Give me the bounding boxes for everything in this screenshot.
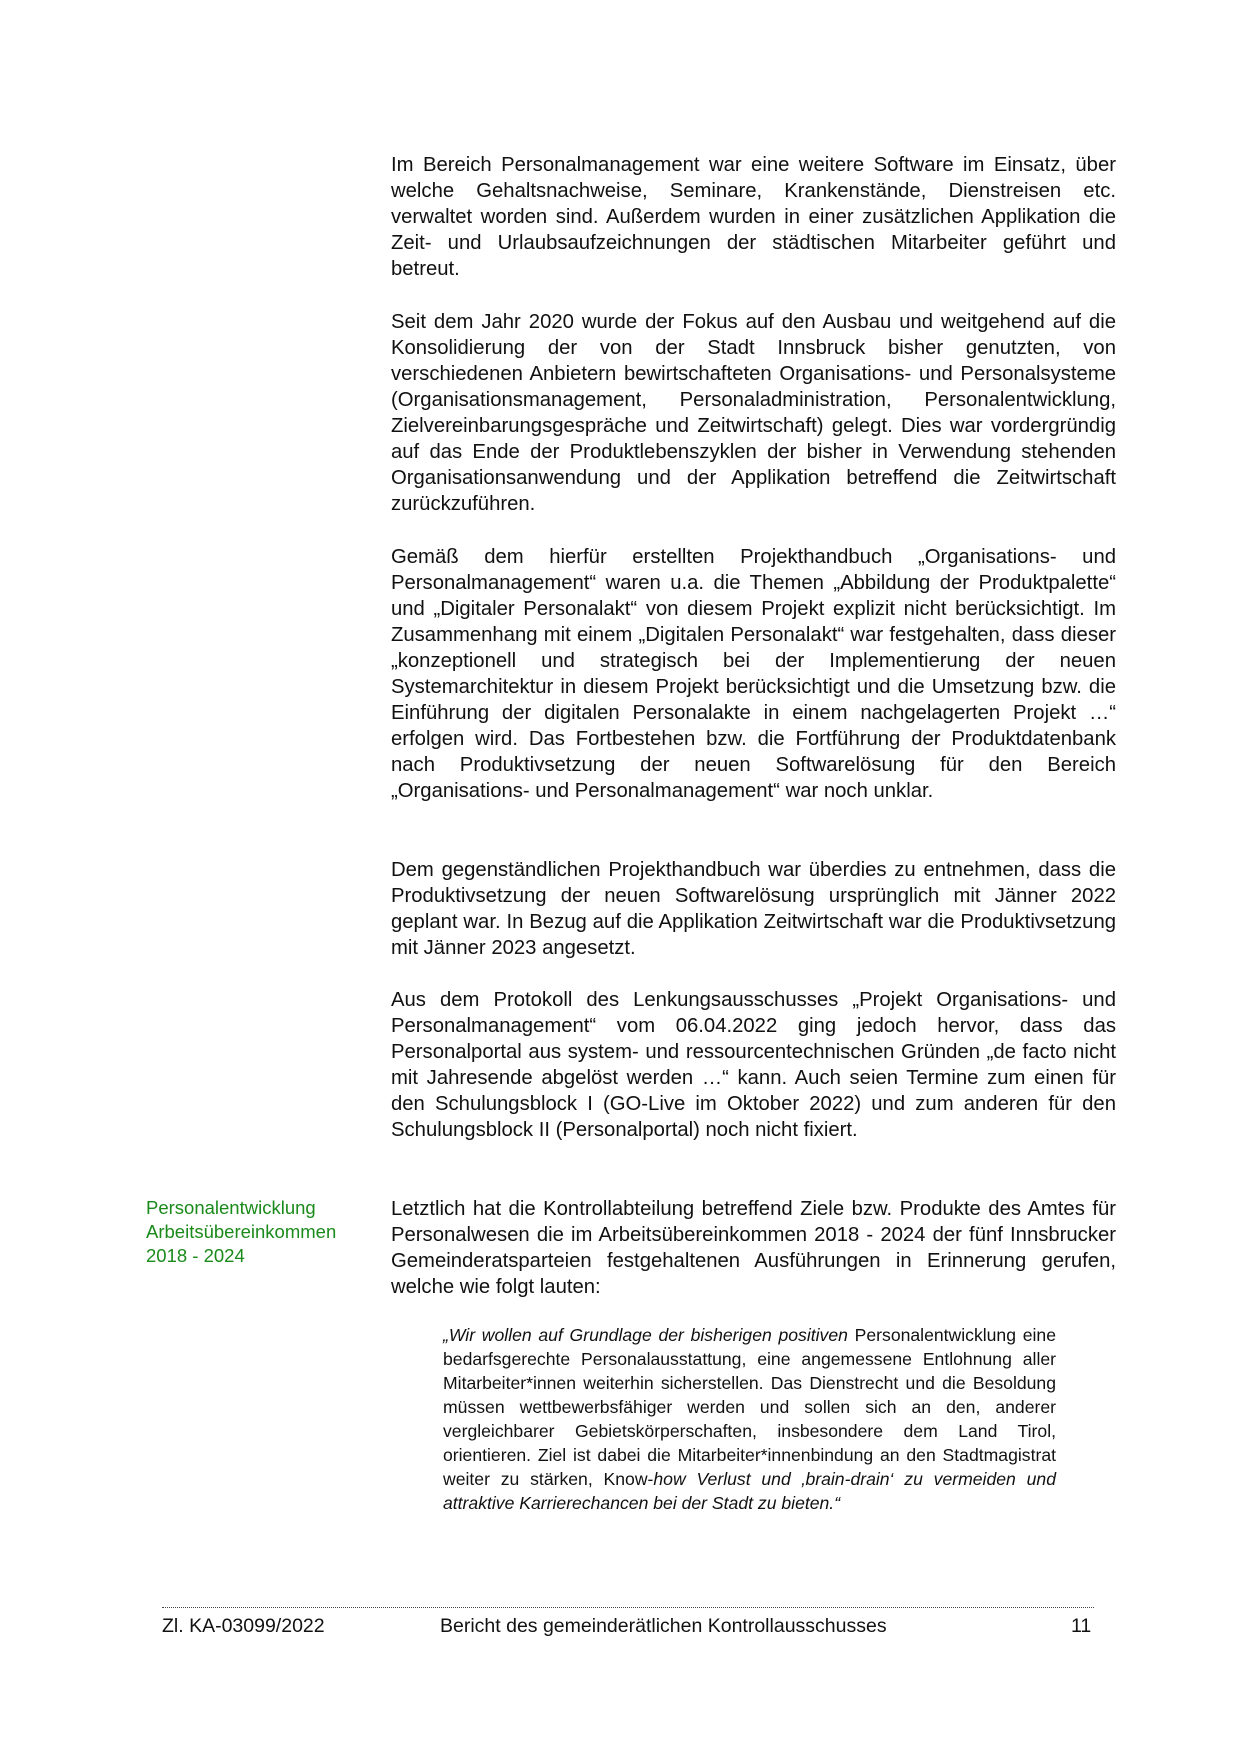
paragraph-personalmanagement-software: Im Bereich Personalmanagement war eine weitere Software im Einsatz, über welche Gehaltsnachweise, Seminare, Krankenstände, Dienstreisen etc. verwaltet worden sind. Außerdem wurden in einer zusätzlichen Applikation die Zeit- und Urlaubsaufzeichnungen der städtischen Mitarbeiter geführt und betreut. bbox=[391, 154, 1116, 280]
paragraph-konsolidierung: Seit dem Jahr 2020 wurde der Fokus auf den Ausbau und weitgehend auf die Konsolidierung der von der Stadt Innsbruck bisher genutzten, von verschiedenen Anbietern bewirtschafteten Organisations- und Personalsysteme (Organisationsmanagement, Personaladministration, Personalentwicklung, Zielvereinbarungsgespräche und Zeitwirtschaft) gelegt. Dies war vordergründig auf das Ende der Produktlebenszyklen der bisher in Verwendung stehenden Organisationsanwendung und der Applikation betreffend die Zeitwirtschaft zurückzuführen. bbox=[391, 311, 1116, 515]
paragraph-produktivsetzung: Dem gegenständlichen Projekthandbuch war überdies zu entnehmen, dass die Produktivsetzung der neuen Softwarelösung ursprünglich mit Jänner 2022 geplant war. In Bezug auf die Applikation Zeitwirtschaft war die Produktivsetzung mit Jänner 2023 angesetzt. bbox=[391, 859, 1116, 959]
quote-italic-start: „Wir wollen auf Grundlage der bisherigen positiven bbox=[443, 1325, 848, 1345]
side-note bbox=[146, 1196, 366, 1268]
footer-title: Bericht des gemeinderätlichen Kontrollausschusses bbox=[440, 1615, 887, 1637]
footer-reference: Zl. KA-03099/2022 bbox=[162, 1615, 325, 1637]
paragraph-arbeitsuebereinkommen: Letztlich hat die Kontrollabteilung betreffend Ziele bzw. Produkte des Amtes für Personalwesen die im Arbeitsübereinkommen 2018 - 2024 der fünf Innsbrucker Gemeinderatsparteien festgehaltenen Ausführungen in Erinnerung gerufen, welche wie folgt lauten: bbox=[391, 1198, 1116, 1298]
block-quote bbox=[443, 1323, 1056, 1515]
paragraph-projekthandbuch: Gemäß dem hierfür erstellten Projekthandbuch „Organisations- und Personalmanagement“ waren u.a. die Themen „Abbildung der Produktpalette“ und „Digitaler Personalakt“ von diesem Projekt explizit nicht berücksichtigt. Im Zusammenhang mit einem „Digitalen Personalakt“ war festgehalten, dass dieser „konzeptionell und strategisch bei der Implementierung der neuen Systemarchitektur in diesem Projekt berücksichtigt und die Umsetzung bzw. die Einführung der digitalen Personalakte in einem nachgelagerten Projekt …“ erfolgen wird. Das Fortbestehen bzw. die Fortführung der Produktdatenbank nach Produktivsetzung der neuen Softwarelösung für den Bereich „Organisations- und Personalmanagement“ war noch unklar. bbox=[391, 546, 1116, 802]
paragraph-lenkungsausschuss: Aus dem Protokoll des Lenkungsausschusses „Projekt Organisations- und Personalmanagement“ vom 06.04.2022 ging jedoch hervor, dass das Personalportal aus system- und ressourcentechnischen Gründen „de facto nicht mit Jahresende abgelöst werden …“ kann. Auch seien Termine zum einen für den Schulungsblock I (GO-Live im Oktober 2022) und zum anderen für den Schulungsblock II (Personalportal) noch nicht fixiert. bbox=[391, 989, 1116, 1141]
side-note-line: 2018 - 2024 bbox=[146, 1245, 245, 1266]
quote-body: Personalentwicklung eine bedarfsgerechte Personalausstattung, eine angemessene Entlohnung aller Mitarbeiter*innen weiterhin sicherstellen. Das Dienstrecht und die Besoldung müssen wettbewerbsfähiger werden und sollen sich an den, anderer vergleichbarer Gebietskörperschaften, insbesondere dem Land Tirol, orientieren. Ziel ist dabei die Mitarbeiter*innenbindung an den Stadtmagistrat weiter zu stärken, Know- bbox=[443, 1325, 1056, 1489]
side-note-line: Arbeitsübereinkommen bbox=[146, 1221, 337, 1242]
quote-italic-end: how Verlust und ‚brain-drain‘ zu vermeiden und attraktive Karrierechancen bei der Stadt zu bieten.“ bbox=[443, 1469, 1056, 1513]
footer-divider bbox=[162, 1607, 1094, 1608]
side-note-line: Personalentwicklung bbox=[146, 1197, 316, 1218]
page-number: 11 bbox=[1071, 1615, 1092, 1637]
